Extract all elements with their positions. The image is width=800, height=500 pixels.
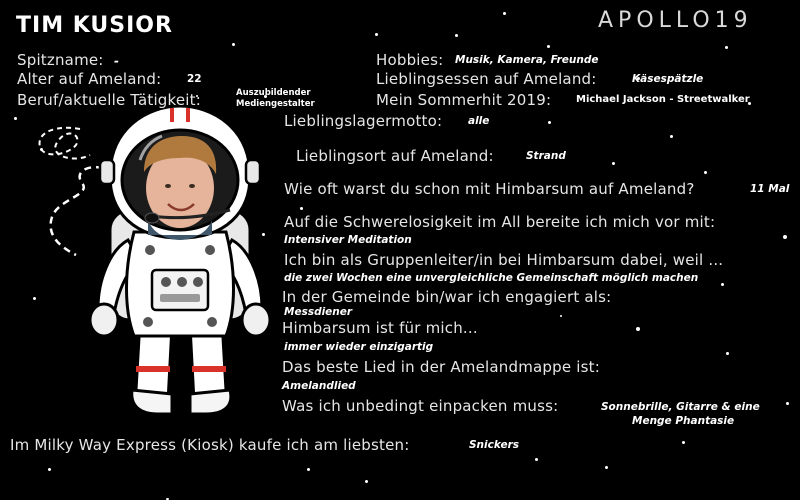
star: [375, 33, 378, 36]
star: [783, 235, 787, 239]
alter-label: Alter auf Ameland:: [17, 70, 162, 88]
hobbies-label: Hobbies:: [376, 51, 444, 69]
lieblingsort-value: Strand: [526, 150, 566, 162]
star: [33, 297, 36, 300]
star: [786, 402, 789, 405]
star: [670, 135, 673, 138]
lagermotto-value: alle: [468, 115, 490, 127]
einpacken-label: Was ich unbedingt einpacken muss:: [282, 397, 559, 415]
star: [48, 468, 51, 471]
lied-value: Amelandlied: [282, 380, 356, 392]
spitzname-label: Spitzname:: [17, 51, 104, 69]
star: [307, 468, 310, 471]
star: [535, 458, 538, 461]
beruf-label: Beruf/aktuelle Tätigkeit:: [17, 91, 202, 109]
brand-logo: APOLLO19: [598, 8, 753, 33]
gruppenleiter-value: die zwei Wochen eine unvergleichliche Gemeinschaft möglich machen: [284, 272, 699, 284]
lieblingsessen-label: Lieblingsessen auf Ameland:: [376, 70, 597, 88]
sommerhit-label: Mein Sommerhit 2019:: [376, 91, 552, 109]
einpacken-value-line1: Sonnebrille, Gitarre & eine: [601, 401, 760, 413]
einpacken-value-line2: Menge Phantasie: [632, 415, 735, 427]
astronaut-icon: [40, 100, 320, 425]
star: [726, 352, 729, 355]
lagermotto-label: Lieblingslagermotto:: [284, 112, 443, 130]
hobbies-value: Musik, Kamera, Freunde: [455, 54, 599, 66]
gemeinde-label: In der Gemeinde bin/war ich engagiert als:: [282, 288, 612, 306]
lieblingsort-label: Lieblingsort auf Ameland:: [296, 147, 494, 165]
lied-label: Das beste Lied in der Amelandmappe ist:: [282, 358, 600, 376]
schwerelosigkeit-value: Intensiver Meditation: [284, 234, 412, 246]
star: [605, 466, 608, 469]
star: [547, 45, 550, 48]
beruf-value-line2: Mediengestalter: [236, 99, 315, 109]
himbarsum-value: immer wieder einzigartig: [284, 341, 434, 353]
star: [365, 480, 368, 483]
schwerelosigkeit-label: Auf die Schwerelosigkeit im All bereite ich mich vor mit:: [284, 213, 716, 231]
star: [636, 327, 640, 331]
star: [682, 441, 685, 444]
gemeinde-value: Messdiener: [284, 306, 353, 318]
himbarsum-label: Himbarsum ist für mich...: [282, 319, 478, 337]
star: [612, 162, 615, 165]
beruf-value-line1: Auszubildender: [236, 88, 311, 98]
star: [721, 283, 724, 286]
gruppenleiter-label: Ich bin als Gruppenleiter/in bei Himbarsum dabei, weil ...: [284, 251, 724, 269]
alter-value: 22: [187, 73, 202, 85]
kiosk-label: Im Milky Way Express (Kiosk) kaufe ich am liebsten:: [10, 436, 410, 454]
kiosk-value: Snickers: [469, 439, 520, 451]
star: [14, 117, 17, 120]
star: [560, 315, 562, 317]
star: [725, 46, 728, 49]
star: [548, 121, 551, 124]
star: [232, 43, 235, 46]
star: [704, 171, 707, 174]
lieblingsessen-value: Käsespätzle: [632, 73, 704, 85]
sommerhit-value: Michael Jackson - Streetwalker: [576, 94, 750, 105]
wie-oft-value: 11 Mal: [750, 183, 790, 195]
page-title: TIM KUSIOR: [16, 13, 173, 38]
star: [503, 12, 506, 15]
star: [455, 34, 458, 37]
spitzname-value: -: [114, 54, 119, 68]
wie-oft-label: Wie oft warst du schon mit Himbarsum auf Ameland?: [284, 180, 695, 198]
